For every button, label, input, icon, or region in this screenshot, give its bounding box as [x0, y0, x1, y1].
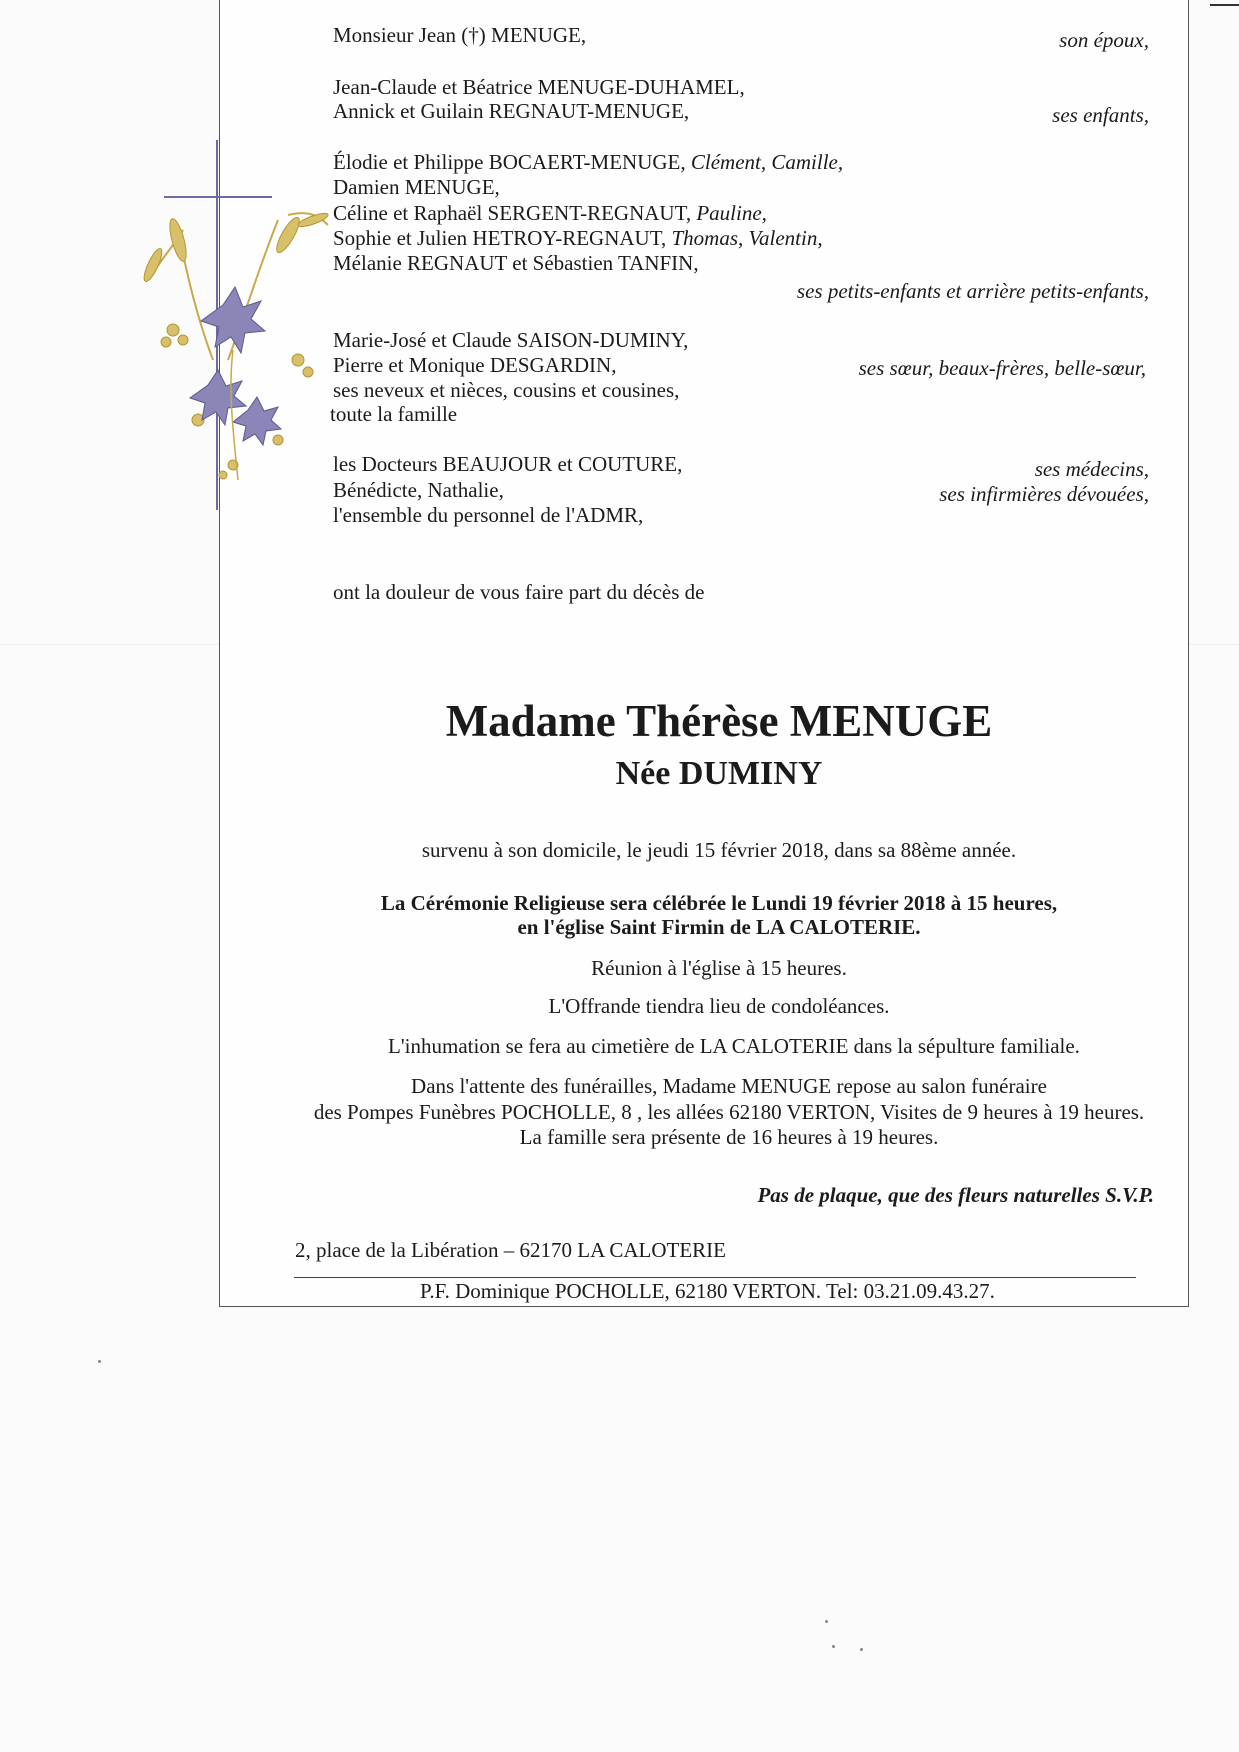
children-line-1: Jean-Claude et Béatrice MENUGE-DUHAMEL,: [333, 75, 745, 99]
scan-speck: [832, 1645, 835, 1648]
children-role: ses enfants,: [1052, 103, 1149, 127]
siblings-role: ses sœur, beaux-frères, belle-sœur,: [858, 356, 1146, 380]
flowers-note: Pas de plaque, que des fleurs naturelles S.V.P.: [757, 1183, 1154, 1207]
grandchildren-line-4: Sophie et Julien HETROY-REGNAUT, Thomas, Valentin,: [333, 226, 823, 250]
address-line: 2, place de la Libération – 62170 LA CALOTERIE: [295, 1238, 726, 1262]
funeral-home-footer: P.F. Dominique POCHOLLE, 62180 VERTON. Tel: 03.21.09.43.27.: [420, 1279, 995, 1303]
edge-mark: [1210, 4, 1239, 6]
ceremony-line-2: en l'église Saint Firmin de LA CALOTERIE.: [517, 915, 921, 939]
offering-line: L'Offrande tiendra lieu de condoléances.: [548, 994, 890, 1018]
husband-name: Monsieur Jean (†) MENUGE,: [333, 23, 587, 47]
scan-speck: [825, 1620, 828, 1623]
scan-speck: [860, 1648, 863, 1651]
deceased-name: Madame Thérèse MENUGE: [445, 696, 993, 746]
grandchildren-line-2: Damien MENUGE,: [333, 175, 500, 199]
death-line: survenu à son domicile, le jeudi 15 février 2018, dans sa 88ème année.: [421, 838, 1017, 862]
wake-line-3: La famille sera présente de 16 heures à 19 heures.: [519, 1125, 939, 1149]
grandchildren-line-5: Mélanie REGNAUT et Sébastien TANFIN,: [333, 251, 699, 275]
medical-role-2: ses infirmières dévouées,: [939, 482, 1149, 506]
meeting-line: Réunion à l'église à 15 heures.: [591, 956, 847, 980]
scan-speck: [98, 1360, 101, 1363]
medical-line-3: l'ensemble du personnel de l'ADMR,: [333, 503, 644, 527]
burial-line: L'inhumation se fera au cimetière de LA CALOTERIE dans la sépulture familiale.: [388, 1034, 1080, 1058]
medical-line-1: les Docteurs BEAUJOUR et COUTURE,: [333, 452, 683, 476]
grandchildren-role: ses petits-enfants et arrière petits-enfants,: [796, 279, 1149, 303]
medical-line-2: Bénédicte, Nathalie,: [333, 478, 504, 502]
siblings-line-2: Pierre et Monique DESGARDIN,: [333, 353, 617, 377]
grandchildren-line-1: Élodie et Philippe BOCAERT-MENUGE, Clément, Camille,: [333, 150, 844, 174]
footer-rule: [294, 1277, 1136, 1278]
deceased-born: Née DUMINY: [615, 755, 823, 792]
wheat-flower-bouquet-icon: [138, 210, 338, 490]
husband-role: son époux,: [1059, 28, 1149, 52]
medical-role-1: ses médecins,: [1034, 457, 1149, 481]
siblings-line-3: ses neveux et nièces, cousins et cousines,: [333, 378, 680, 402]
intro-line: ont la douleur de vous faire part du décès de: [333, 580, 705, 604]
children-line-2: Annick et Guilain REGNAUT-MENUGE,: [333, 99, 690, 123]
wake-line-2: des Pompes Funèbres POCHOLLE, 8 , les allées 62180 VERTON, Visites de 9 heures à 19 heures.: [313, 1100, 1145, 1124]
wake-line-1: Dans l'attente des funérailles, Madame MENUGE repose au salon funéraire: [411, 1074, 1047, 1098]
grandchildren-line-3: Céline et Raphaël SERGENT-REGNAUT, Pauline,: [333, 201, 767, 225]
cross-bar: [164, 196, 272, 198]
ceremony-line-1: La Cérémonie Religieuse sera célébrée le Lundi 19 février 2018 à 15 heures,: [380, 891, 1058, 915]
siblings-line-1: Marie-José et Claude SAISON-DUMINY,: [333, 328, 689, 352]
siblings-line-4: toute la famille: [330, 402, 458, 426]
